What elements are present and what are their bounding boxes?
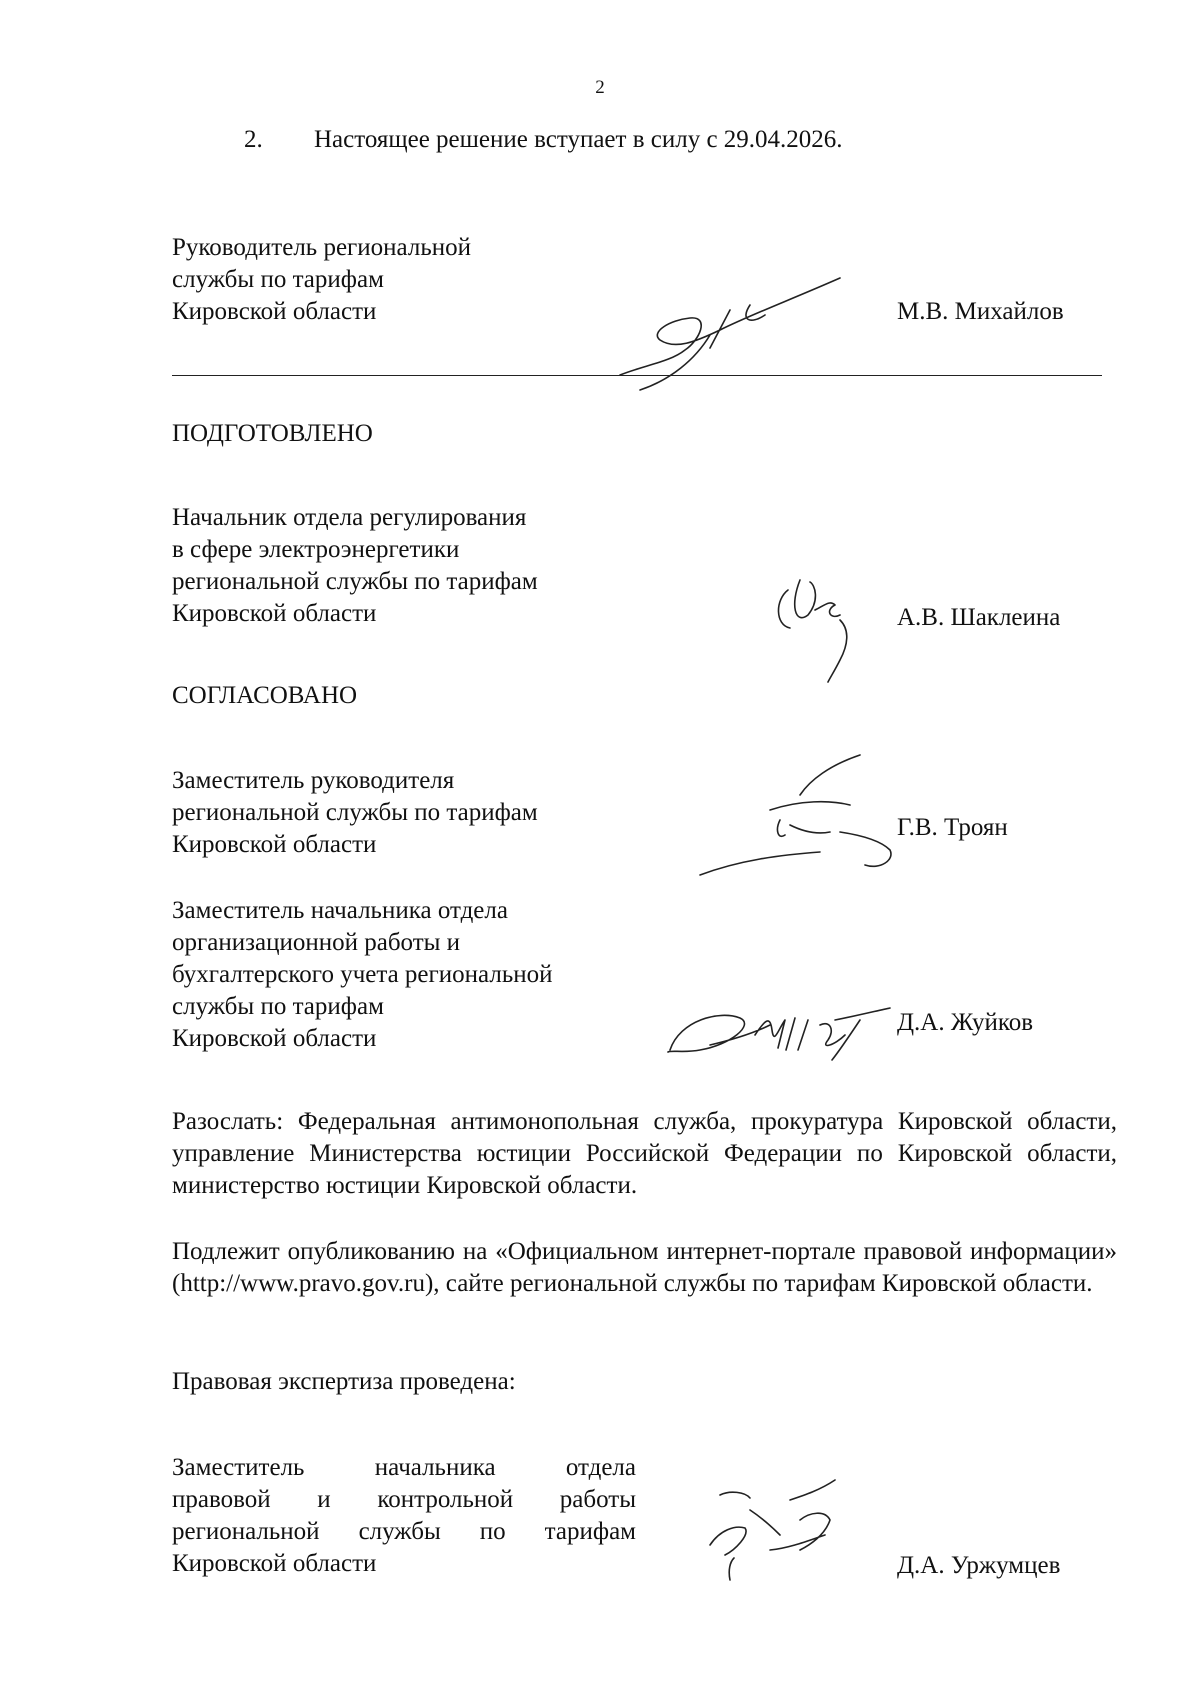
title-line: Кировской области xyxy=(172,831,377,858)
signature-shakleina xyxy=(770,570,880,680)
title-line: в сфере электроэнергетики xyxy=(172,536,460,563)
approved-signatory-2-name: Д.А. Жуйков xyxy=(897,1009,1034,1036)
title-line: Кировской области xyxy=(172,1550,377,1577)
prepared-title xyxy=(172,502,538,630)
approved-signatory-2-title xyxy=(172,895,553,1055)
prepared-name: А.В. Шаклеина xyxy=(897,604,1061,631)
title-line: Заместитель начальника отдела xyxy=(172,897,508,924)
prepared-heading: ПОДГОТОВЛЕНО xyxy=(172,420,373,447)
signature-zhuykov xyxy=(660,990,900,1080)
title-line: организационной работы и xyxy=(172,929,461,956)
legal-review-heading: Правовая экспертиза проведена: xyxy=(172,1368,516,1395)
title-line: правовой и контрольной работы xyxy=(172,1486,636,1513)
approved-signatory-1-name: Г.В. Троян xyxy=(897,814,1008,841)
title-line: службы по тарифам xyxy=(172,993,384,1020)
title-line: Заместитель начальника отдела xyxy=(172,1454,636,1481)
title-line: региональной службы по тарифам xyxy=(172,568,538,595)
clause-text: Настоящее решение вступает в силу с 29.04.2026. xyxy=(314,126,843,153)
approved-signatory-1-title xyxy=(172,765,538,861)
head-signatory-name: М.В. Михайлов xyxy=(897,298,1064,325)
clause-2 xyxy=(244,124,843,156)
head-signatory-title xyxy=(172,232,471,328)
title-line: Заместитель руководителя xyxy=(172,767,455,794)
title-line: бухгалтерского учета региональной xyxy=(172,961,553,988)
title-line: Кировской области xyxy=(172,298,377,325)
approved-heading: СОГЛАСОВАНО xyxy=(172,682,358,709)
title-line: региональной службы по тарифам xyxy=(172,1518,636,1545)
signature-mikhailov xyxy=(600,270,860,400)
distribution-paragraph: Разослать: Федеральная антимонопольная служба, прокуратура Кировской области, управление Министерства юстиции Российской Федерации по Кировской области, министерство юстиции Кировской области. xyxy=(172,1108,1117,1199)
publication-paragraph: Подлежит опубликованию на «Официальном интернет-портале правовой информации» (http://www.pravo.gov.ru), сайте региональной службы по тарифам Кировской области. xyxy=(172,1238,1117,1297)
clause-number: 2. xyxy=(244,126,263,153)
title-line: Кировской области xyxy=(172,600,377,627)
signature-troyan xyxy=(690,740,900,890)
title-line: Начальник отдела регулирования xyxy=(172,504,527,531)
title-line: Кировской области xyxy=(172,1025,377,1052)
title-line: региональной службы по тарифам xyxy=(172,799,538,826)
separator-line xyxy=(172,375,1102,376)
title-line: службы по тарифам xyxy=(172,266,384,293)
legal-review-name: Д.А. Уржумцев xyxy=(897,1552,1061,1579)
legal-review-title xyxy=(172,1452,636,1580)
page-number: 2 xyxy=(595,77,605,98)
title-line: Руководитель региональной xyxy=(172,234,471,261)
signature-urzhumtsev xyxy=(650,1450,890,1590)
